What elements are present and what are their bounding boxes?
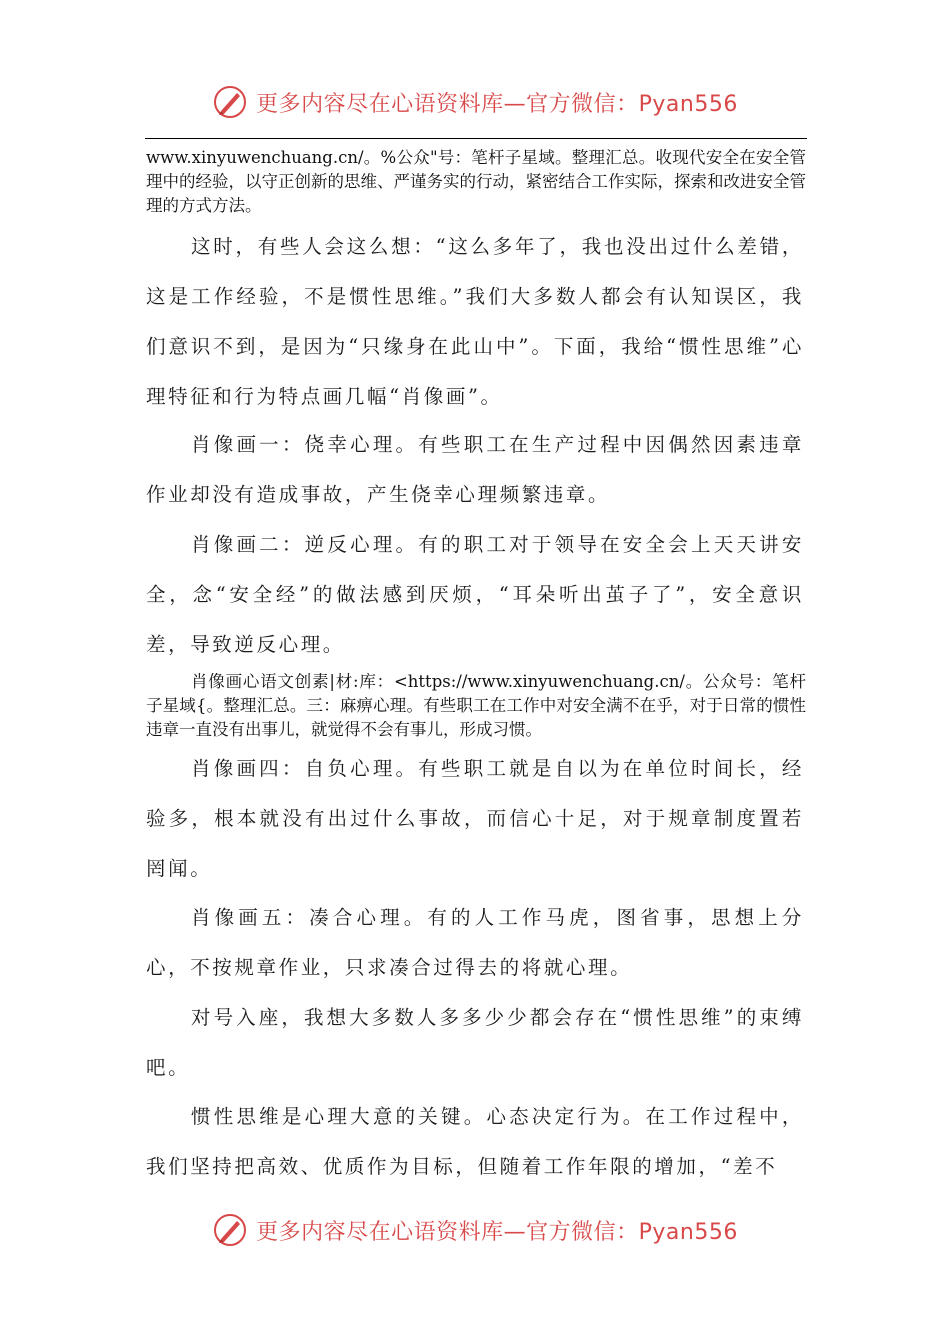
header-banner (0, 82, 950, 122)
paragraph-4: 肖像画四：自负心理。有些职工就是自以为在单位时间长，经验多，根本就没有出过什么事故，而信心十足，对于规章制度置若罔闻。 (146, 757, 804, 880)
paragraph-1: 这时，有些人会这么想：“这么多年了，我也没出过什么差错，这是工作经验，不是惯性思维。”我们大多数人都会有认知误区，我们意识不到，是因为“只缘身在此山中”。下面，我给“惯性思维”心理特征和行为特点画几幅“肖像画”。 (146, 235, 804, 408)
paragraph-5: 肖像画五：凑合心理。有的人工作马虎，图省事，思想上分心，不按规章作业，只求凑合过得去的将就心理。 (146, 906, 804, 979)
paragraph-3: 肖像画二：逆反心理。有的职工对于领导在安全会上天天讲安全，念“安全经”的做法感到厌烦，“耳朵听出茧子了”，安全意识差，导致逆反心理。 (146, 533, 804, 656)
dense-paragraph-2-text: 肖像画心语文创素|材:库：<https://www.xinyuwenchuang.cn/。公众号：笔杆子星域{。整理汇总。三：麻痹心理。有些职工在工作中对安全满不在乎，对于日常的惯性违章一直没有出事儿，就觉得不会有事儿，形成习惯。 (146, 672, 806, 739)
banner-text: 更多内容尽在心语资料库—官方微信：Pyan556 (256, 1219, 738, 1245)
dense-paragraph-2 (146, 670, 806, 742)
header-divider (145, 138, 807, 139)
paragraph-6: 对号入座，我想大多数人多多少少都会存在“惯性思维”的束缚吧。 (146, 1006, 804, 1079)
paragraph-2: 肖像画一：侥幸心理。有些职工在生产过程中因偶然因素违章作业却没有造成事故，产生侥幸心理频繁违章。 (146, 433, 804, 506)
pen-logo-icon (212, 1212, 248, 1248)
pen-logo-icon (212, 84, 248, 120)
paragraph-7: 惯性思维是心理大意的关键。心态决定行为。在工作过程中，我们坚持把高效、优质作为目标，但随着工作年限的增加，“差不 (146, 1105, 804, 1178)
banner-text: 更多内容尽在心语资料库—官方微信：Pyan556 (256, 91, 738, 117)
footer-banner (0, 1210, 950, 1250)
dense-paragraph-1: www.xinyuwenchuang.cn/。%公众"号：笔杆子星域。整理汇总。收现代安全在安全管理中的经验，以守正创新的思维、严谨务实的行动，紧密结合工作实际，探索和改进安全管理的方式方法。 (146, 148, 806, 215)
